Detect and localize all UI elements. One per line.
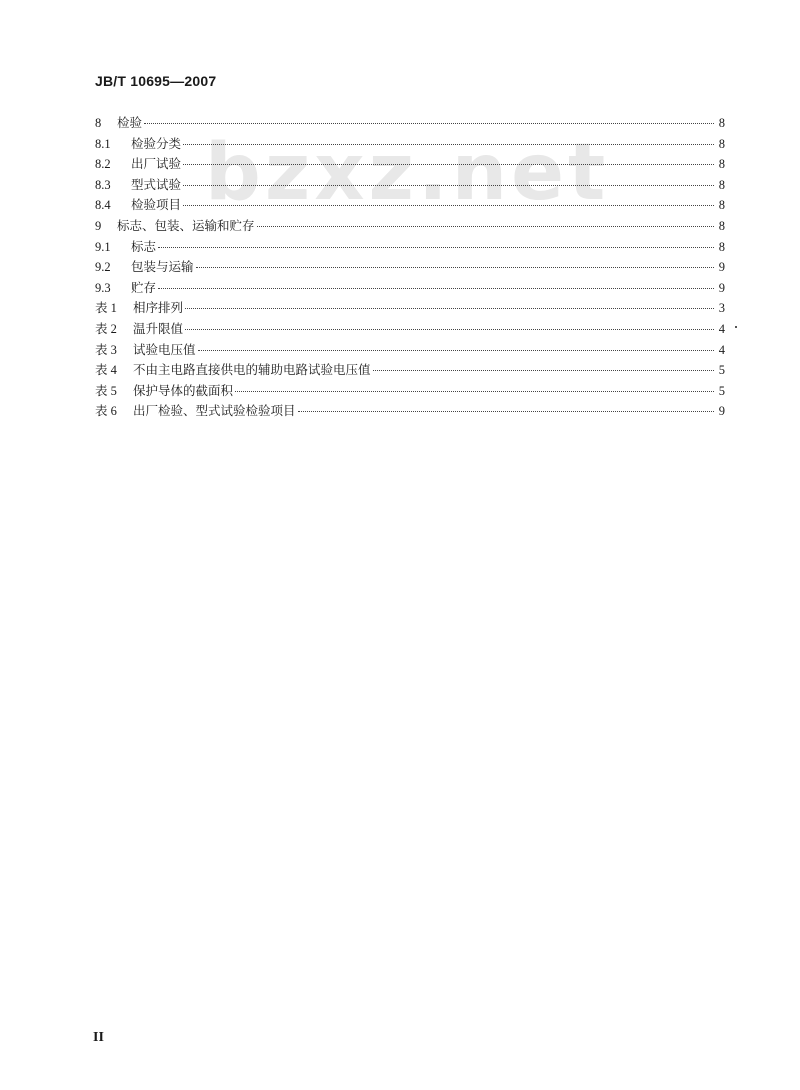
toc-entry-number: 表 5 bbox=[95, 383, 117, 398]
toc-entry-title: 检验 bbox=[117, 115, 143, 130]
toc-entry-page: 8 bbox=[718, 157, 725, 172]
toc-entry[interactable] bbox=[95, 195, 725, 216]
toc-entry-number: 表 6 bbox=[95, 404, 117, 419]
toc-leader-dots bbox=[196, 267, 714, 268]
toc-entry-page: 4 bbox=[718, 321, 725, 336]
toc-entry-title: 试验电压值 bbox=[133, 341, 196, 357]
toc-entry-number: 8 bbox=[95, 116, 102, 130]
page-number: II bbox=[93, 1030, 104, 1045]
toc-entry[interactable] bbox=[95, 340, 725, 361]
toc-leader-dots bbox=[373, 370, 714, 371]
toc-entry-page: 9 bbox=[718, 404, 725, 419]
toc-entry-page: 8 bbox=[718, 239, 725, 254]
toc-leader-dots bbox=[235, 391, 714, 392]
toc-entry-number: 8.1 bbox=[95, 136, 111, 151]
toc-entry[interactable] bbox=[95, 319, 725, 340]
toc-leader-dots bbox=[185, 308, 714, 309]
toc-entry-number: 表 3 bbox=[95, 342, 117, 357]
toc-entry-page: 8 bbox=[718, 198, 725, 213]
toc-entry-title: 不由主电路直接供电的辅助电路试验电压值 bbox=[133, 362, 371, 378]
toc-entry[interactable] bbox=[95, 113, 725, 134]
toc-entry[interactable] bbox=[95, 175, 725, 196]
toc-leader-dots bbox=[183, 205, 714, 206]
toc-entry-title: 检验项目 bbox=[131, 197, 182, 213]
toc-entry-page: 8 bbox=[718, 218, 725, 233]
toc-entry-number: 表 4 bbox=[95, 363, 117, 378]
toc-entry-number: 9 bbox=[95, 218, 102, 233]
toc-entry[interactable] bbox=[95, 257, 725, 278]
toc-entry-page: 4 bbox=[718, 342, 725, 357]
toc-leader-dots bbox=[257, 226, 714, 227]
toc-leader-dots bbox=[183, 164, 714, 165]
toc-entry[interactable] bbox=[95, 381, 725, 402]
toc-entry-number: 9.2 bbox=[95, 260, 111, 275]
toc-leader-dots bbox=[183, 185, 714, 186]
toc-entry-page: 9 bbox=[718, 260, 725, 275]
toc-leader-dots bbox=[198, 350, 714, 351]
toc-entry-title: 标志、包装、运输和贮存 bbox=[117, 217, 255, 233]
toc-entry-page: 3 bbox=[718, 301, 725, 316]
toc-entry-title: 检验分类 bbox=[131, 135, 182, 151]
toc-entry[interactable] bbox=[95, 154, 725, 175]
toc-entry-page: 9 bbox=[718, 280, 725, 295]
toc-entry-title: 出厂试验 bbox=[131, 156, 182, 172]
toc-entry[interactable] bbox=[95, 134, 725, 155]
toc-entry-title: 贮存 bbox=[131, 279, 157, 295]
watermark: bzxz.net bbox=[205, 128, 610, 218]
toc-entry[interactable] bbox=[95, 216, 725, 237]
toc-entry-title: 标志 bbox=[131, 238, 157, 254]
toc-entry-page: 8 bbox=[718, 136, 725, 151]
toc-entry-title: 出厂检验、型式试验检验项目 bbox=[133, 403, 296, 419]
toc-leader-dots bbox=[183, 144, 714, 145]
toc-entry-number: 8.3 bbox=[95, 177, 111, 192]
toc-entry[interactable] bbox=[95, 298, 725, 319]
toc-entry-title: 包装与运输 bbox=[131, 259, 194, 275]
stray-mark bbox=[735, 326, 737, 328]
table-of-contents bbox=[95, 113, 725, 422]
toc-leader-dots bbox=[298, 411, 714, 412]
toc-leader-dots bbox=[158, 247, 714, 248]
toc-entry-title: 型式试验 bbox=[131, 176, 182, 192]
toc-entry[interactable] bbox=[95, 237, 725, 258]
toc-entry-page: 5 bbox=[718, 383, 725, 398]
toc-entry-page: 5 bbox=[718, 363, 725, 378]
toc-entry-number: 8.2 bbox=[95, 157, 111, 172]
toc-entry-title: 保护导体的截面积 bbox=[133, 382, 234, 398]
toc-entry-number: 8.4 bbox=[95, 198, 111, 213]
toc-entry-page: 8 bbox=[718, 116, 725, 130]
toc-entry-number: 9.1 bbox=[95, 239, 111, 254]
document-code-header: JB/T 10695—2007 bbox=[95, 73, 217, 89]
toc-entry-page: 8 bbox=[718, 177, 725, 192]
toc-entry-number: 表 2 bbox=[95, 321, 117, 336]
toc-entry[interactable] bbox=[95, 360, 725, 381]
toc-entry-number: 表 1 bbox=[95, 301, 117, 316]
toc-entry-title: 相序排列 bbox=[133, 300, 184, 316]
toc-entry-title: 温升限值 bbox=[133, 320, 184, 336]
toc-leader-dots bbox=[185, 329, 714, 330]
toc-entry[interactable] bbox=[95, 401, 725, 422]
toc-leader-dots bbox=[158, 288, 714, 289]
toc-leader-dots bbox=[144, 123, 714, 124]
toc-entry-number: 9.3 bbox=[95, 280, 111, 295]
toc-entry[interactable] bbox=[95, 278, 725, 299]
